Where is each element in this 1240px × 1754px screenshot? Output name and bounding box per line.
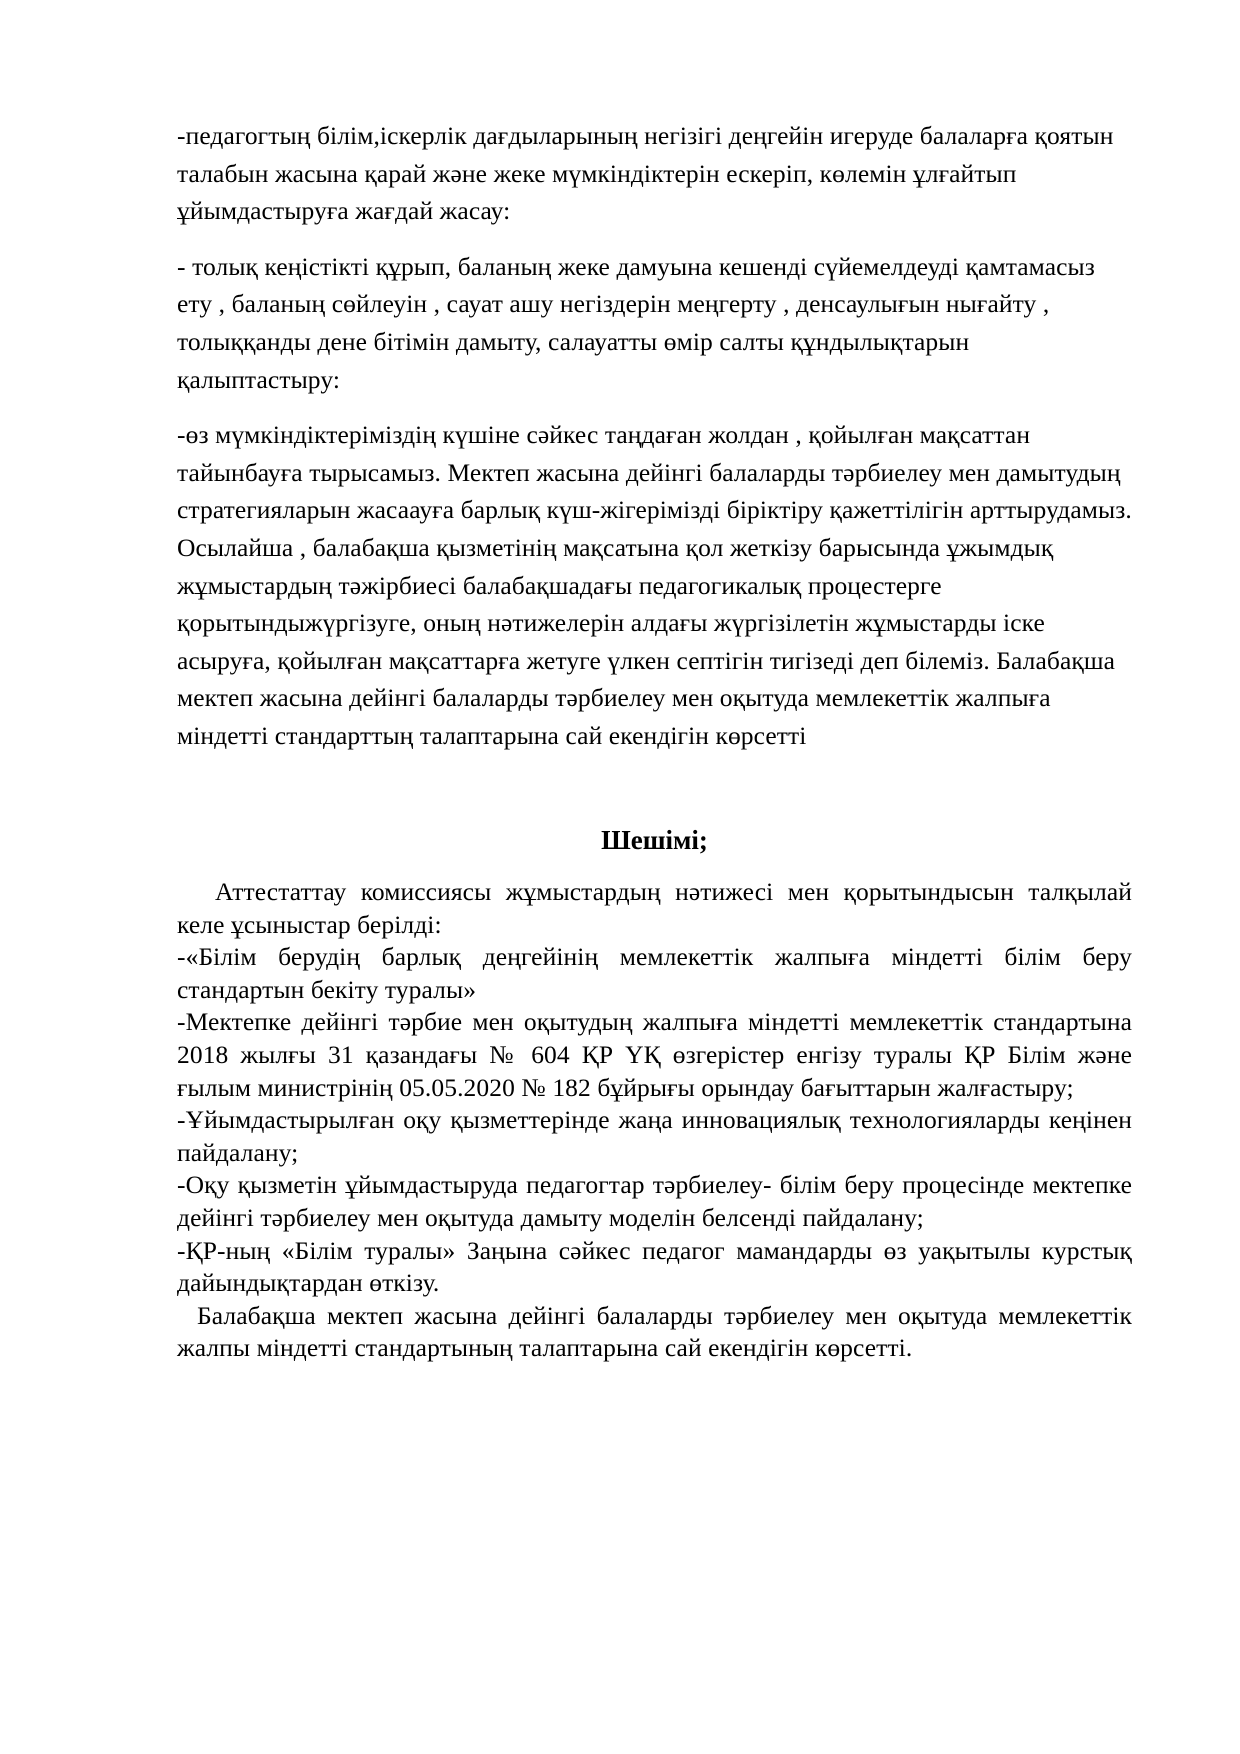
decision-item: -«Білім берудің барлық деңгейінің мемлекеттік жалпыға міндетті білім беру стандартын бекіту туралы» (177, 942, 1132, 1004)
decision-heading: Шешімі; (601, 825, 708, 855)
decision-item: -Оқу қызметін ұйымдастыруда педагогтар тәрбиелеу- білім беру процесінде мектепке дейінгі тәрбиелеу мен оқытуда дамыту моделін белсенді пайдалану; (177, 1170, 1132, 1232)
decision-item: -ҚР-ның «Білім туралы» Заңына сәйкес педагог мамандарды өз уақытылы курстық дайындықтардан өткізу. (177, 1235, 1132, 1298)
upper-section (177, 117, 1132, 773)
decision-item: -Ұйымдастырылған оқу қызметтерінде жаңа инновациялық технологияларды кеңінен пайдалану; (177, 1105, 1132, 1167)
conclusion-paragraph: Балабақша мектеп жасына дейінгі балаларды тәрбиелеу мен оқытуда мемлекеттік жалпы міндетті стандартының талаптарына сай екендігін көрсетті. (177, 1300, 1132, 1363)
paragraph-goals: -өз мүмкіндіктеріміздің күшіне сәйкес таңдаған жолдан , қойылған мақсаттан тайынбауға тырысамыз. Мектеп жасына дейінгі балаларды тәрбиелеу мен дамытудың стратегияларын жасаауға барлық күш-жігерімізді біріктіру қажеттілігін арттырудамыз. Осылайша , балабақша қызметінің мақсатына қол жеткізу барысында ұжымдық жұмыстардың тәжірбиесі балабақшадағы педагогикалық процестерге қорытындыжүргізуге, оның нәтижелерін алдағы жүргізілетін жұмыстарды іске асыруға, қойылған мақсаттарға жетуге үлкен септігін тигізеді деп білеміз. Балабақша мектеп жасына дейінгі балаларды тәрбиелеу мен оқытуда мемлекеттік жалпыға міндетті стандарттың талаптарына сай екендігін көрсетті (177, 420, 1132, 750)
decision-section (177, 876, 1132, 1365)
paragraph-teacher-skills: -педагогтың білім,іскерлік дағдыларының негізігі деңгейін игеруде балаларға қоятын талабын жасына қарай және жеке мүмкіндіктерін ескеріп, көлемін ұлғайтып ұйымдастыруға жағдай жасау: (177, 121, 1114, 226)
decision-intro: Аттестаттау комиссиясы жұмыстардың нәтижесі мен қорытындысын талқылай келе ұсыныстар берілді: (177, 877, 1132, 939)
paragraph-child-development: - толық кеңістікті құрып, баланың жеке дамуына кешенді сүйемелдеуді қамтамасыз ету , баланың сөйлеуін , сауат ашу негіздерін меңгерту , денсаулығын нығайту , толыққанды дене бітімін дамыту, салауатты өмір салты құндылықтарын қалыптастыру: (177, 251, 1095, 394)
decision-item: -Мектепке дейінгі тәрбие мен оқытудың жалпыға міндетті мемлекеттік стандартына 2018 жылғы 31 қазандағы № 604 ҚР ҮҚ өзгерістер енгізу туралы ҚР Білім және ғылым министрінің 05.05.2020 № 182 бұйрығы орындау бағыттарын жалғастыру; (177, 1007, 1132, 1102)
